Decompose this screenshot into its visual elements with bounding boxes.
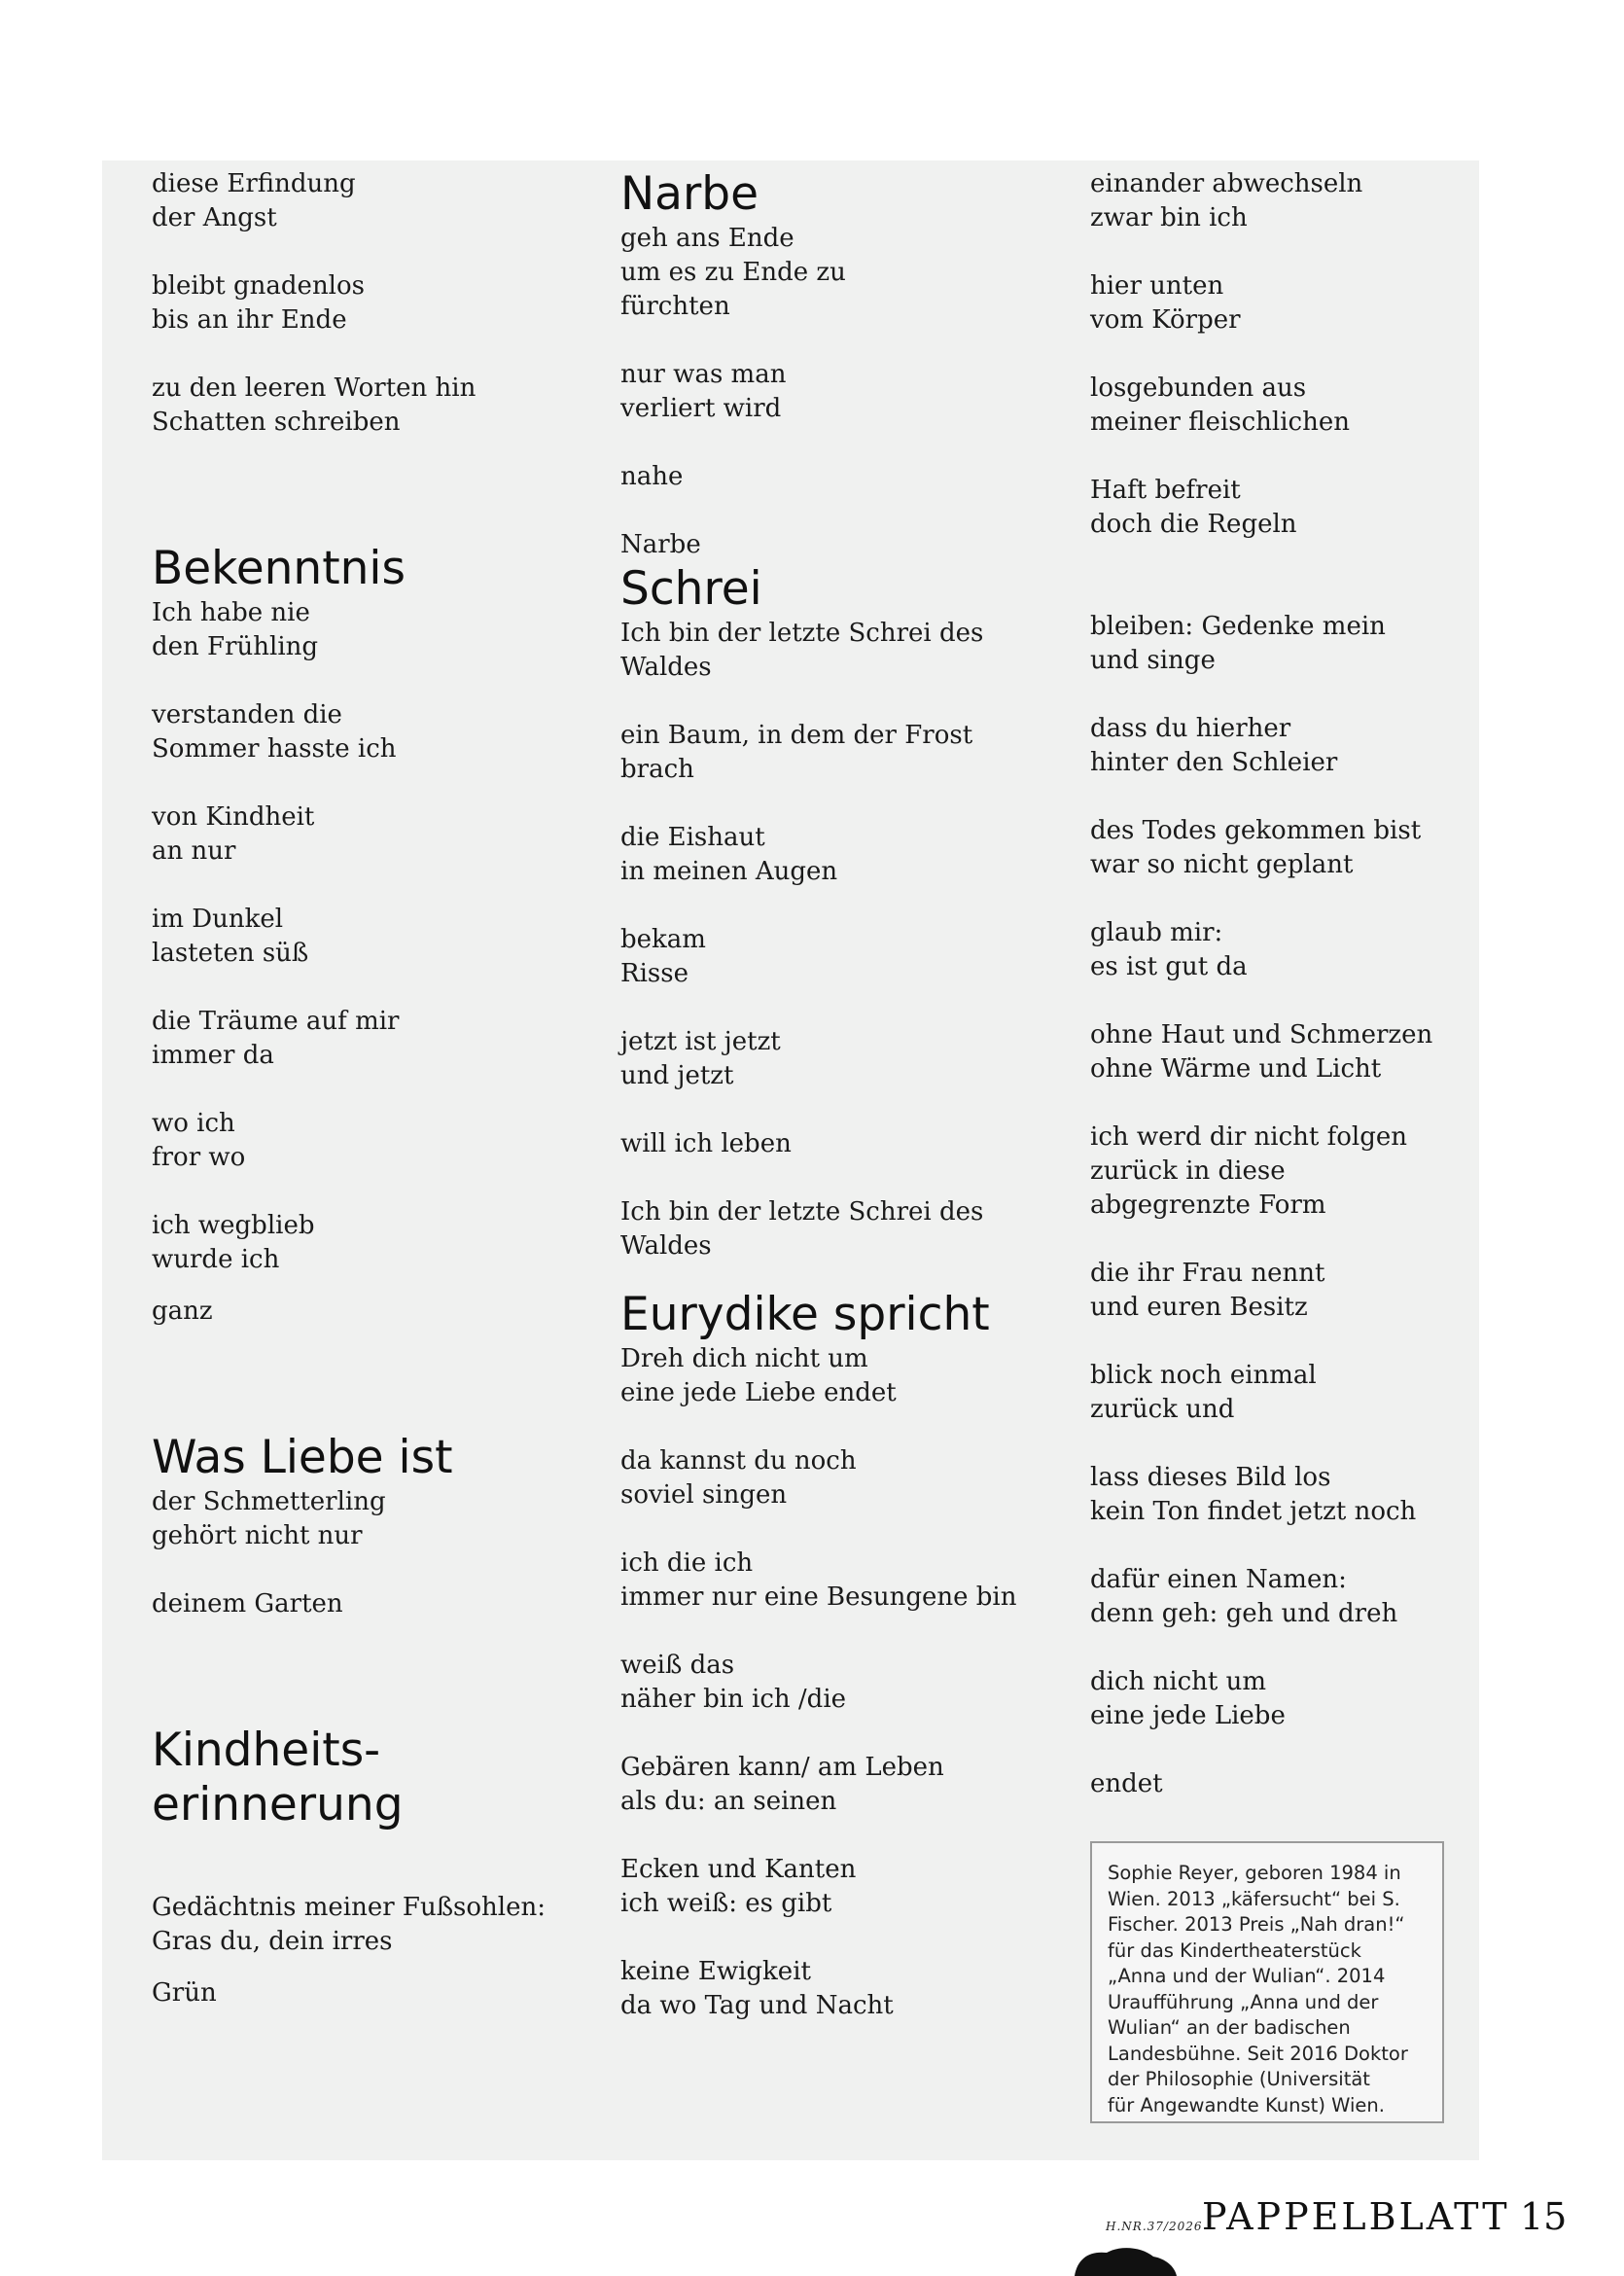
bio-line: Sophie Reyer, geboren 1984 in [1108, 1862, 1401, 1884]
stanza-gap [1090, 984, 1460, 1018]
poem-line: Narbe [620, 530, 701, 559]
poem-line: zu den leeren Worten hin [152, 373, 477, 403]
poem-line: immer nur eine Besungene bin [620, 1583, 1017, 1612]
bio-line: Wien. 2013 „käfersucht“ bei S. [1108, 1887, 1400, 1910]
poem-line: deinem Garten [152, 1589, 343, 1618]
poem-line: eine jede Liebe [1090, 1701, 1286, 1730]
bio-line: Wulian“ an der badischen [1108, 2016, 1351, 2039]
poem-line: ich die ich [620, 1548, 754, 1578]
poem-line: an nur [152, 836, 236, 866]
poem-line: der Schmetterling [152, 1487, 386, 1516]
poem-title: Kindheits- [152, 1724, 381, 1777]
column-1 [152, 167, 580, 2010]
poem-title: erinnerung [152, 1778, 404, 1831]
poem-line: will ich leben [620, 1129, 792, 1158]
poem-line: und euren Besitz [1090, 1293, 1308, 1322]
poem-line: Gebären kann/ am Leben [620, 1753, 944, 1782]
stanza-gap [152, 1621, 580, 1724]
poem-line: Ich habe nie [152, 598, 310, 627]
stanza-gap [1090, 235, 1460, 269]
stanza-gap [152, 1277, 580, 1295]
poem-line: der Angst [152, 203, 277, 232]
poem-line: blick noch einmal [1090, 1361, 1317, 1390]
poem-line: zwar bin ich [1090, 203, 1248, 232]
poem-line: ohne Wärme und Licht [1090, 1054, 1382, 1084]
poem-line: Dreh dich nicht um [620, 1344, 868, 1373]
poem-line: losgebunden aus [1090, 373, 1307, 403]
stanza-gap [152, 1175, 580, 1209]
stanza-gap [620, 494, 1048, 528]
poem-line: die Eishaut [620, 823, 765, 852]
poem-line: kein Ton findet jetzt noch [1090, 1497, 1417, 1526]
stanza-gap [1090, 882, 1460, 916]
stanza-gap [620, 324, 1048, 358]
bio-line: für Angewandte Kunst) Wien. [1108, 2093, 1385, 2116]
stanza-gap [620, 1093, 1048, 1127]
bio-line: „Anna und der Wulian“. 2014 [1108, 1965, 1386, 1987]
poem-line: war so nicht geplant [1090, 850, 1354, 879]
stanza-gap [620, 1410, 1048, 1444]
poem-line: wurde ich [152, 1245, 280, 1274]
poem-line: glaub mir: [1090, 918, 1223, 947]
poem-line: Gras du, dein irres [152, 1927, 393, 1956]
poem-line: Risse [620, 959, 688, 988]
poem-title: Schrei [620, 562, 762, 616]
poem-title: Eurydike spricht [620, 1288, 990, 1341]
poem-line: nahe [620, 462, 684, 491]
poem-line: brach [620, 755, 694, 784]
poem-line: weiß das [620, 1651, 735, 1680]
poem-title: Bekenntnis [152, 542, 406, 595]
poem-line: dass du hierher [1090, 714, 1291, 743]
poem-line: dafür einen Namen: [1090, 1565, 1347, 1594]
stanza-gap [152, 869, 580, 903]
poem-line: einander abwechseln [1090, 169, 1363, 198]
poem-line: lass dieses Bild los [1090, 1463, 1331, 1492]
column-2 [620, 167, 1048, 2023]
poem-line: als du: an seinen [620, 1787, 837, 1816]
stanza-gap [1090, 1223, 1460, 1257]
poem-line: die Träume auf mir [152, 1007, 400, 1036]
poem-line: eine jede Liebe endet [620, 1378, 897, 1407]
bio-line: Fischer. 2013 Preis „Nah dran!“ [1108, 1913, 1405, 1936]
poem-line: Waldes [620, 1231, 712, 1261]
page-number: 15 [1520, 2195, 1568, 2238]
stanza-gap [620, 1921, 1048, 1955]
poem-line: soviel singen [620, 1480, 788, 1510]
stanza-gap [1090, 1733, 1460, 1767]
poem-line: zurück und [1090, 1395, 1235, 1424]
poem-line: bleiben: Gedenke mein [1090, 612, 1386, 641]
bio-line: Uraufführung „Anna und der [1108, 1990, 1379, 2013]
stanza-gap [152, 1073, 580, 1107]
poem-line: ohne Haut und Schmerzen [1090, 1020, 1433, 1049]
poem-line: ganz [152, 1297, 213, 1326]
poem-line: und jetzt [620, 1061, 734, 1090]
poem-line: und singe [1090, 646, 1216, 675]
poem-line: nur was man [620, 360, 787, 389]
poem-line: bekam [620, 925, 706, 954]
issue-number: H.NR.37/2026 [1106, 2220, 1203, 2233]
poem-line: endet [1090, 1769, 1163, 1798]
stanza-gap [1090, 440, 1460, 474]
stanza-gap [152, 664, 580, 698]
stanza-gap [1090, 780, 1460, 814]
poem-title: Was Liebe ist [152, 1431, 453, 1484]
poem-line: doch die Regeln [1090, 510, 1297, 539]
stanza-gap [152, 440, 580, 542]
poem-line: fror wo [152, 1143, 246, 1172]
magazine-name: PAPPELBLATT [1202, 2195, 1510, 2238]
ink-splash-decoration [1070, 2237, 1177, 2276]
stanza-gap [620, 991, 1048, 1025]
poem-line: im Dunkel [152, 905, 284, 934]
poem-line: den Frühling [152, 632, 319, 661]
stanza-gap [620, 787, 1048, 821]
poem-line: verliert wird [620, 394, 782, 423]
poem-line: ich werd dir nicht folgen [1090, 1122, 1407, 1152]
column-3 [1090, 167, 1460, 1801]
stanza-gap [620, 1161, 1048, 1195]
poem-line: lasteten süß [152, 939, 309, 968]
poem-line: näher bin ich /die [620, 1685, 847, 1714]
poem-line: die ihr Frau nennt [1090, 1259, 1325, 1288]
poem-line: vom Körper [1090, 305, 1241, 335]
poem-line: meiner fleischlichen [1090, 408, 1350, 437]
stanza-gap [152, 235, 580, 269]
stanza-gap [152, 1959, 580, 1976]
poem-line: ich weiß: es gibt [620, 1889, 832, 1918]
poem-line: Ich bin der letzte Schrei des [620, 619, 984, 648]
poem-line: abgegrenzte Form [1090, 1191, 1326, 1220]
stanza-gap [152, 766, 580, 800]
poem-line: da kannst du noch [620, 1446, 857, 1476]
poem-line: Gedächtnis meiner Fußsohlen: [152, 1893, 547, 1922]
stanza-gap [1090, 678, 1460, 712]
stanza-gap [1090, 1631, 1460, 1665]
poem-line: geh ans Ende [620, 224, 794, 253]
stanza-gap [152, 971, 580, 1005]
poem-line: verstanden die [152, 700, 342, 729]
poem-line: Grün [152, 1978, 217, 2008]
stanza-gap [620, 1717, 1048, 1751]
poem-title: Narbe [620, 167, 759, 221]
stanza-gap [152, 338, 580, 372]
stanza-gap [620, 889, 1048, 923]
stanza-gap [1090, 1427, 1460, 1461]
stanza-gap [620, 1263, 1048, 1288]
poem-line: bleibt gnadenlos [152, 271, 365, 301]
bio-line: der Philosophie (Universität [1108, 2068, 1370, 2090]
stanza-gap [620, 1819, 1048, 1853]
stanza-gap [620, 685, 1048, 719]
poem-line: diese Erfindung [152, 169, 356, 198]
poem-line: ich wegblieb [152, 1211, 315, 1240]
poem-line: Sommer hasste ich [152, 734, 397, 764]
poem-line: zurück in diese [1090, 1156, 1286, 1186]
poem-line: jetzt ist jetzt [620, 1027, 781, 1056]
poem-line: es ist gut da [1090, 952, 1248, 981]
poem-line: immer da [152, 1041, 274, 1070]
bio-line: für das Kindertheaterstück [1108, 1938, 1361, 1962]
poem-line: bis an ihr Ende [152, 305, 347, 335]
stanza-gap [1090, 1529, 1460, 1563]
poem-line: um es zu Ende zu [620, 258, 846, 287]
stanza-gap [152, 1329, 580, 1431]
poem-line: denn geh: geh und dreh [1090, 1599, 1398, 1628]
poem-line: gehört nicht nur [152, 1521, 363, 1550]
poem-line: dich nicht um [1090, 1667, 1267, 1696]
poem-line: hinter den Schleier [1090, 748, 1338, 777]
poem-line: des Todes gekommen bist [1090, 816, 1422, 845]
author-bio-box [1090, 1841, 1444, 2123]
poem-line: hier unten [1090, 271, 1224, 301]
poem-line: Waldes [620, 653, 712, 682]
poem-line: da wo Tag und Nacht [620, 1991, 894, 2020]
stanza-gap [620, 426, 1048, 460]
poem-line: Schatten schreiben [152, 408, 401, 437]
stanza-gap [620, 1615, 1048, 1649]
poem-line: von Kindheit [152, 802, 315, 832]
poem-line: in meinen Augen [620, 857, 838, 886]
poem-line: Ich bin der letzte Schrei des [620, 1197, 984, 1227]
poem-line: keine Ewigkeit [620, 1957, 811, 1986]
bio-line: Landesbühne. Seit 2016 Doktor [1108, 2042, 1408, 2065]
poem-line: wo ich [152, 1109, 235, 1138]
stanza-gap [1090, 1086, 1460, 1120]
stanza-gap [152, 1832, 580, 1891]
stanza-gap [152, 1553, 580, 1587]
poem-line: Ecken und Kanten [620, 1855, 857, 1884]
stanza-gap [1090, 542, 1460, 610]
stanza-gap [620, 1512, 1048, 1547]
poem-line: fürchten [620, 292, 730, 321]
stanza-gap [1090, 1325, 1460, 1359]
poem-line: ein Baum, in dem der Frost [620, 721, 973, 750]
poem-line: Haft befreit [1090, 476, 1241, 505]
stanza-gap [1090, 338, 1460, 372]
